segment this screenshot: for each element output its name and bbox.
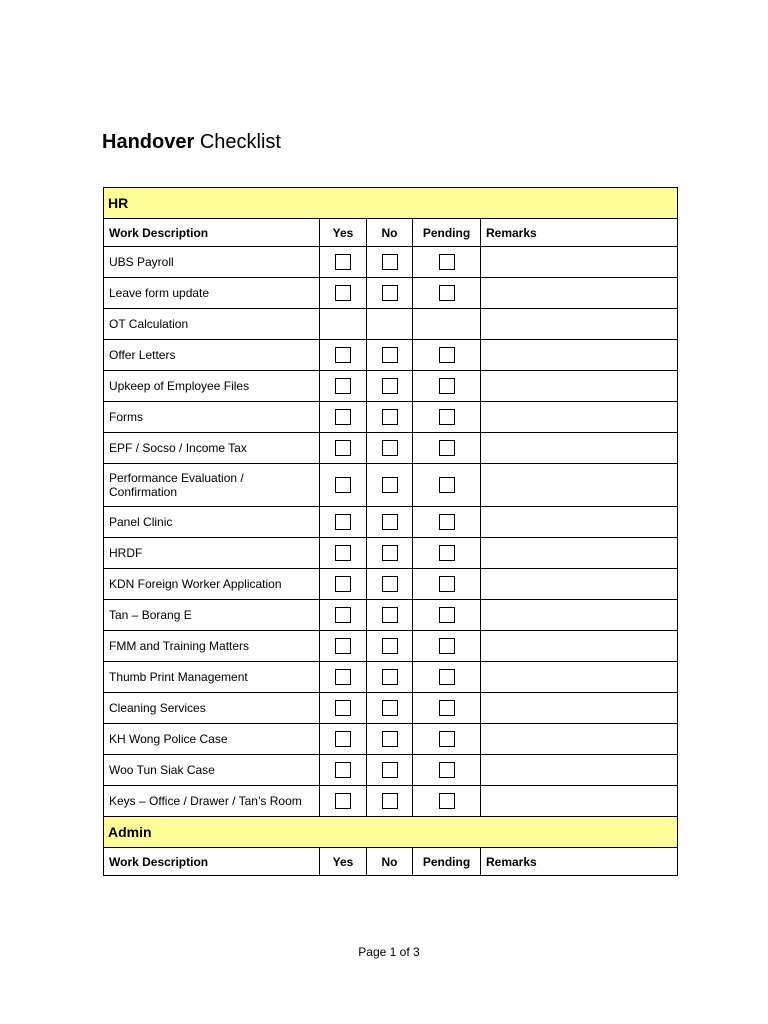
work-description-cell: Thumb Print Management	[104, 662, 320, 693]
yes-cell	[320, 371, 367, 402]
remarks-cell[interactable]	[481, 402, 678, 433]
pending-checkbox[interactable]	[439, 700, 455, 716]
remarks-cell[interactable]	[481, 693, 678, 724]
pending-cell	[413, 786, 481, 817]
pending-checkbox[interactable]	[439, 378, 455, 394]
col-header-work-description: Work Description	[104, 219, 320, 247]
work-description-cell: Performance Evaluation / Confirmation	[104, 464, 320, 507]
pending-checkbox[interactable]	[439, 477, 455, 493]
remarks-cell[interactable]	[481, 507, 678, 538]
section-header-row	[104, 188, 678, 219]
work-description-cell: Upkeep of Employee Files	[104, 371, 320, 402]
yes-cell	[320, 402, 367, 433]
col-header-pending: Pending	[413, 848, 481, 876]
no-checkbox[interactable]	[382, 477, 398, 493]
remarks-cell[interactable]	[481, 464, 678, 507]
yes-checkbox[interactable]	[335, 440, 351, 456]
no-cell	[367, 631, 413, 662]
pending-checkbox[interactable]	[439, 285, 455, 301]
col-header-yes: Yes	[320, 219, 367, 247]
no-checkbox[interactable]	[382, 576, 398, 592]
pending-cell	[413, 402, 481, 433]
checklist-row	[104, 538, 678, 569]
remarks-cell[interactable]	[481, 724, 678, 755]
remarks-cell[interactable]	[481, 569, 678, 600]
pending-cell	[413, 631, 481, 662]
pending-checkbox[interactable]	[439, 254, 455, 270]
no-checkbox[interactable]	[382, 440, 398, 456]
work-description-cell: Leave form update	[104, 278, 320, 309]
yes-checkbox[interactable]	[335, 700, 351, 716]
yes-cell	[320, 247, 367, 278]
checklist-row	[104, 631, 678, 662]
section-title: HR	[104, 188, 678, 219]
no-cell	[367, 662, 413, 693]
yes-checkbox[interactable]	[335, 731, 351, 747]
no-checkbox[interactable]	[382, 254, 398, 270]
yes-checkbox[interactable]	[335, 378, 351, 394]
work-description-cell: EPF / Socso / Income Tax	[104, 433, 320, 464]
checklist-row	[104, 371, 678, 402]
yes-checkbox[interactable]	[335, 545, 351, 561]
remarks-cell[interactable]	[481, 600, 678, 631]
yes-cell	[320, 786, 367, 817]
yes-checkbox[interactable]	[335, 514, 351, 530]
column-header-row	[104, 848, 678, 876]
pending-checkbox[interactable]	[439, 545, 455, 561]
yes-checkbox[interactable]	[335, 638, 351, 654]
yes-cell	[320, 569, 367, 600]
no-cell	[367, 724, 413, 755]
remarks-cell[interactable]	[481, 371, 678, 402]
no-cell	[367, 340, 413, 371]
checklist-row	[104, 662, 678, 693]
col-header-pending: Pending	[413, 219, 481, 247]
pending-cell	[413, 724, 481, 755]
remarks-cell[interactable]	[481, 631, 678, 662]
work-description-cell: HRDF	[104, 538, 320, 569]
no-checkbox[interactable]	[382, 700, 398, 716]
pending-checkbox[interactable]	[439, 731, 455, 747]
no-cell	[367, 278, 413, 309]
section-title: Admin	[104, 817, 678, 848]
yes-cell	[320, 507, 367, 538]
work-description-cell: Keys – Office / Drawer / Tan’s Room	[104, 786, 320, 817]
pending-checkbox[interactable]	[439, 576, 455, 592]
pending-checkbox[interactable]	[439, 347, 455, 363]
pending-cell	[413, 340, 481, 371]
col-header-remarks: Remarks	[481, 848, 678, 876]
pending-checkbox[interactable]	[439, 638, 455, 654]
title-rest: Checklist	[199, 131, 281, 153]
no-cell	[367, 464, 413, 507]
checklist-row	[104, 755, 678, 786]
no-cell	[367, 786, 413, 817]
checklist-row	[104, 507, 678, 538]
work-description-cell: KH Wong Police Case	[104, 724, 320, 755]
yes-cell	[320, 278, 367, 309]
checklist-row	[104, 600, 678, 631]
pending-checkbox[interactable]	[439, 409, 455, 425]
no-checkbox[interactable]	[382, 669, 398, 685]
checklist-row	[104, 569, 678, 600]
work-description-cell: Woo Tun Siak Case	[104, 755, 320, 786]
pending-cell	[413, 693, 481, 724]
pending-cell	[413, 433, 481, 464]
yes-cell	[320, 724, 367, 755]
yes-checkbox[interactable]	[335, 793, 351, 809]
pending-cell	[413, 662, 481, 693]
yes-checkbox[interactable]	[335, 607, 351, 623]
no-cell	[367, 433, 413, 464]
col-header-yes: Yes	[320, 848, 367, 876]
yes-cell	[320, 693, 367, 724]
yes-cell	[320, 309, 367, 340]
no-checkbox[interactable]	[382, 731, 398, 747]
no-cell	[367, 693, 413, 724]
no-cell	[367, 600, 413, 631]
no-checkbox[interactable]	[382, 545, 398, 561]
no-cell	[367, 569, 413, 600]
yes-cell	[320, 464, 367, 507]
page-footer: Page 1 of 3	[358, 945, 420, 959]
pending-checkbox[interactable]	[439, 514, 455, 530]
column-header-row	[104, 219, 678, 247]
yes-cell	[320, 340, 367, 371]
col-header-remarks: Remarks	[481, 219, 678, 247]
no-cell	[367, 402, 413, 433]
work-description-cell: Forms	[104, 402, 320, 433]
remarks-cell[interactable]	[481, 662, 678, 693]
pending-cell	[413, 278, 481, 309]
work-description-cell: UBS Payroll	[104, 247, 320, 278]
remarks-cell[interactable]	[481, 786, 678, 817]
remarks-cell[interactable]	[481, 278, 678, 309]
title-bold: Handover	[102, 131, 195, 153]
col-header-no: No	[367, 848, 413, 876]
checklist-row	[104, 402, 678, 433]
pending-cell	[413, 507, 481, 538]
yes-checkbox[interactable]	[335, 576, 351, 592]
pending-checkbox[interactable]	[439, 669, 455, 685]
no-cell	[367, 507, 413, 538]
pending-cell	[413, 371, 481, 402]
no-checkbox[interactable]	[382, 378, 398, 394]
yes-cell	[320, 433, 367, 464]
col-header-work-description: Work Description	[104, 848, 320, 876]
no-cell	[367, 309, 413, 340]
pending-checkbox[interactable]	[439, 762, 455, 778]
checklist-row	[104, 464, 678, 507]
remarks-cell[interactable]	[481, 538, 678, 569]
checklist-row	[104, 693, 678, 724]
no-checkbox[interactable]	[382, 762, 398, 778]
remarks-cell[interactable]	[481, 755, 678, 786]
yes-checkbox[interactable]	[335, 347, 351, 363]
work-description-cell: FMM and Training Matters	[104, 631, 320, 662]
yes-cell	[320, 538, 367, 569]
yes-checkbox[interactable]	[335, 285, 351, 301]
pending-cell	[413, 600, 481, 631]
checklist-row	[104, 433, 678, 464]
work-description-cell: KDN Foreign Worker Application	[104, 569, 320, 600]
no-checkbox[interactable]	[382, 514, 398, 530]
pending-cell	[413, 247, 481, 278]
remarks-cell[interactable]	[481, 247, 678, 278]
pending-checkbox[interactable]	[439, 607, 455, 623]
yes-cell	[320, 755, 367, 786]
remarks-cell[interactable]	[481, 433, 678, 464]
no-checkbox[interactable]	[382, 607, 398, 623]
checklist-row	[104, 278, 678, 309]
checklist-row	[104, 724, 678, 755]
yes-cell	[320, 662, 367, 693]
yes-checkbox[interactable]	[335, 762, 351, 778]
page-title	[102, 131, 281, 154]
no-checkbox[interactable]	[382, 347, 398, 363]
no-cell	[367, 247, 413, 278]
no-cell	[367, 371, 413, 402]
no-checkbox[interactable]	[382, 285, 398, 301]
pending-checkbox[interactable]	[439, 440, 455, 456]
pending-checkbox[interactable]	[439, 793, 455, 809]
no-checkbox[interactable]	[382, 409, 398, 425]
remarks-cell[interactable]	[481, 340, 678, 371]
section-header-row	[104, 817, 678, 848]
work-description-cell: Cleaning Services	[104, 693, 320, 724]
checklist-row	[104, 247, 678, 278]
checklist-row	[104, 786, 678, 817]
work-description-cell: Panel Clinic	[104, 507, 320, 538]
work-description-cell: Tan – Borang E	[104, 600, 320, 631]
pending-cell	[413, 538, 481, 569]
checklist-row	[104, 309, 678, 340]
pending-cell	[413, 309, 481, 340]
yes-checkbox[interactable]	[335, 409, 351, 425]
pending-cell	[413, 569, 481, 600]
yes-checkbox[interactable]	[335, 669, 351, 685]
col-header-no: No	[367, 219, 413, 247]
handover-checklist-table	[103, 187, 678, 876]
pending-cell	[413, 464, 481, 507]
work-description-cell: Offer Letters	[104, 340, 320, 371]
yes-cell	[320, 631, 367, 662]
pending-cell	[413, 755, 481, 786]
yes-checkbox[interactable]	[335, 254, 351, 270]
no-checkbox[interactable]	[382, 638, 398, 654]
checklist-row	[104, 340, 678, 371]
no-cell	[367, 755, 413, 786]
yes-checkbox[interactable]	[335, 477, 351, 493]
no-cell	[367, 538, 413, 569]
yes-cell	[320, 600, 367, 631]
no-checkbox[interactable]	[382, 793, 398, 809]
work-description-cell: OT Calculation	[104, 309, 320, 340]
remarks-cell[interactable]	[481, 309, 678, 340]
